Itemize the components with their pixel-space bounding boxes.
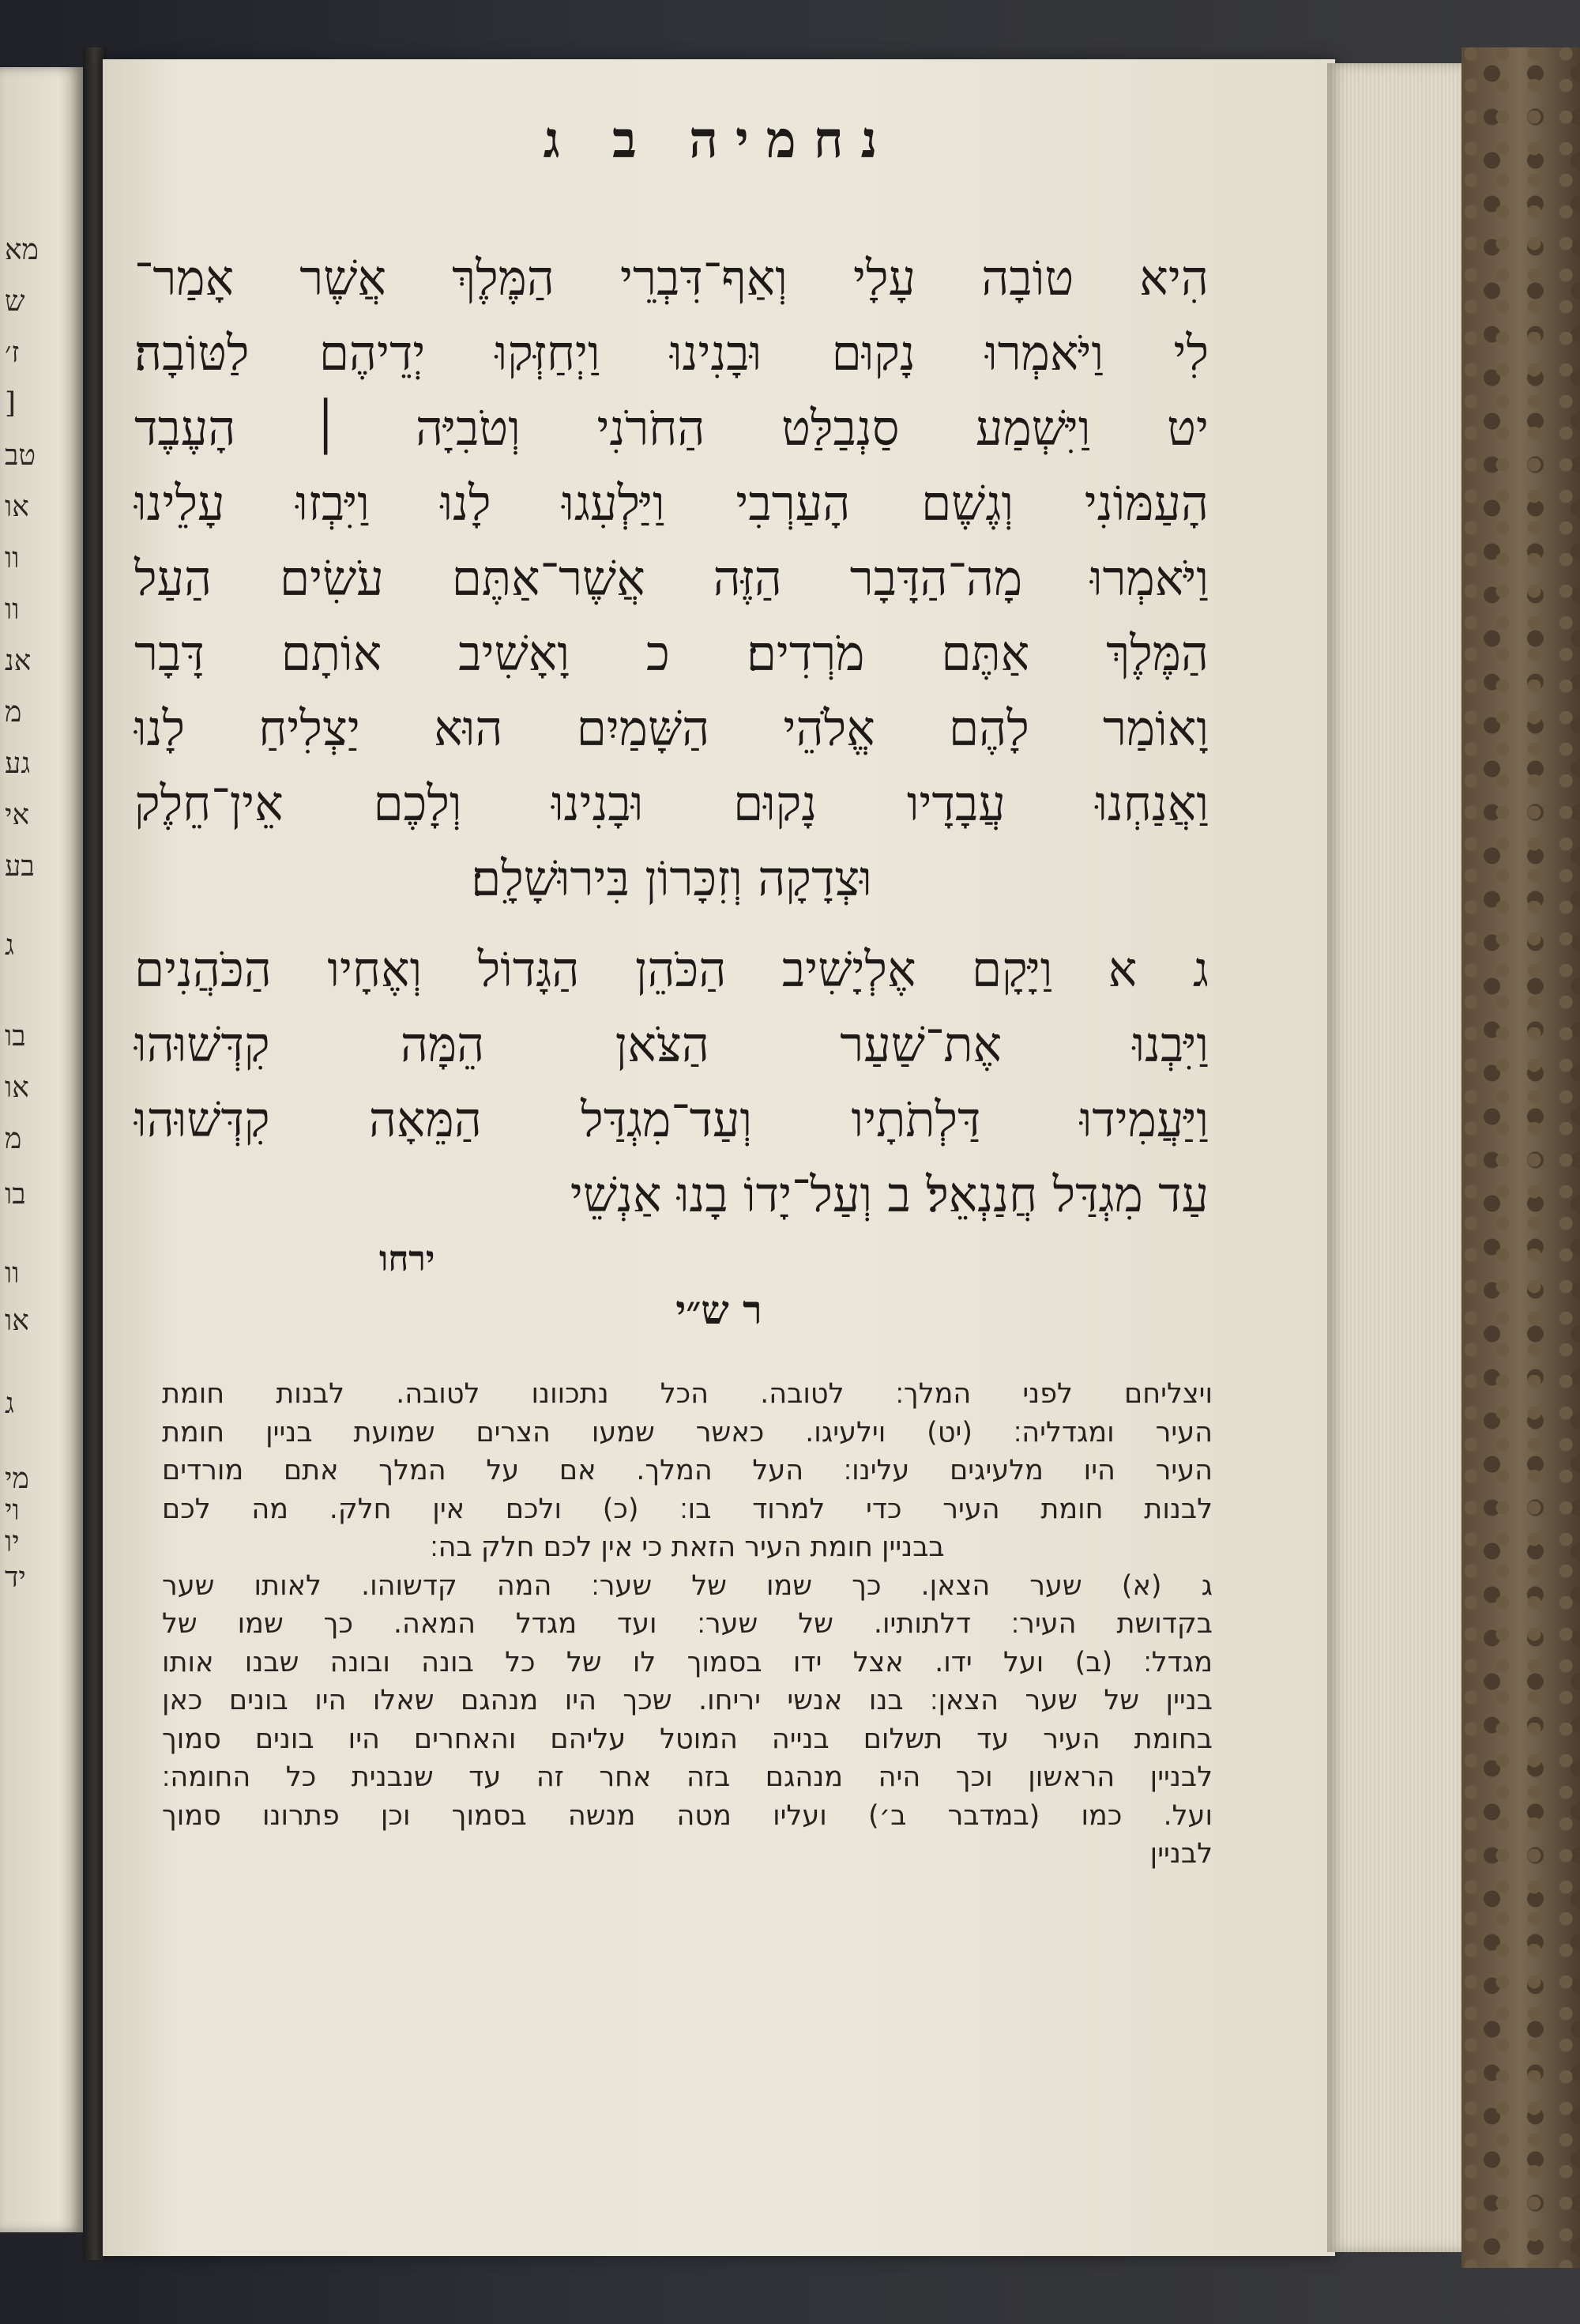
commentary-line: לבניין הראשון וכך היה מנהגם בזה אחר זה עד שנבנית כל החומה׃ [162, 1761, 1213, 1793]
left-page-fragment: ג [5, 1388, 14, 1420]
left-page-fragment: מ [5, 696, 22, 729]
left-page-fragment: מי [5, 1463, 29, 1495]
commentary-title: ר ש״י [675, 1286, 762, 1333]
left-page-fragment: בו [5, 1178, 26, 1211]
left-page-fragment: וו [5, 593, 20, 626]
biblical-text-block [134, 241, 1209, 1233]
verse-line: ג א וַיָּקָם אֶלְיָשִׁיב הַכֹּהֵן הַגָּדוֹל וְאֶחָיו הַכֹּהֲנִים [134, 942, 1209, 998]
verse-line: עַד מִגְדַּל חֲנַנְאֵל׃ ב וְעַל־יָדוֹ בָנוּ אַנְשֵׁי [570, 1167, 1209, 1223]
rashi-commentary-block [162, 1375, 1213, 1874]
commentary-line: העיר היו מלעיגים עלינו׃ העל המלך. אם על המלך אתם מורדים [162, 1455, 1213, 1486]
commentary-line: העיר ומגדליה׃ (יט) וילעיגו. כאשר שמעו הצרים שמועת בניין חומת [162, 1416, 1213, 1448]
left-page-fragment: יד [5, 1561, 26, 1594]
left-page-fragment: מא [5, 234, 39, 266]
left-page-fragment: או [5, 1305, 29, 1337]
left-page-fragment: אנ [5, 645, 32, 677]
verse-line: לִי וַיֹּאמְרוּ נָקוּם וּבָנִינוּ וַיְחַזְּקוּ יְדֵיהֶם לַטּוֹבָה׃ [134, 326, 1209, 382]
commentary-line: מגדל׃ (ב) ועל ידו. אצל ידו בסמוך לו של כל בונה ובונה שבנו אותו [162, 1646, 1213, 1678]
commentary-line: בניין של שער הצאן׃ בנו אנשי יריחו. שכך היו מנהגם שאלו היו בונים כאן [162, 1685, 1213, 1716]
left-page-fragment: וי [5, 1494, 20, 1527]
commentary-line: לבניין [1149, 1838, 1213, 1870]
left-page-fragment: או [5, 491, 29, 523]
verse-line: הַמֶּלֶךְ אַתֶּם מֹרְדִים׃ כ וָאָשִׁיב אוֹתָם דָּבָר [134, 626, 1209, 682]
commentary-line: ועל. כמו (במדבר ב׳) ועליו מטה מנשה בסמוך וכן פתרונו סמוך [162, 1799, 1213, 1832]
commentary-line: בקדושת העיר׃ דלתותיו. של שער׃ ועד מגדל המאה. כך שמו של [162, 1608, 1213, 1640]
left-page-fragment: מ [5, 1123, 22, 1155]
page-edges [1327, 63, 1462, 2252]
left-page-fragment: גע [5, 748, 31, 780]
left-page-fragment: וו [5, 542, 20, 574]
verse-line: וַאֲנַחְנוּ עֲבָדָיו נָקוּם וּבָנִינוּ וְלָכֶם אֵין־חֵלֶק [134, 776, 1209, 832]
left-page-fragment: יו [5, 1526, 20, 1558]
commentary-line: בחומת העיר עד תשלום בנייה המוטל עליהם והאחרים היו בונים סמוך [162, 1723, 1213, 1755]
running-header: נחמיה ב ג [543, 111, 895, 170]
catchword: ירחו [379, 1239, 435, 1279]
left-page-fragment: ש [5, 285, 25, 318]
left-page-fragment: אי [5, 799, 30, 831]
left-facing-page [0, 67, 83, 2232]
left-page-fragment: טב [5, 439, 36, 472]
verse-line: וָאוֹמַר לָהֶם אֱלֹהֵי הַשָּׁמַיִם הוּא יַצְלִיחַ לָנוּ [134, 701, 1209, 757]
left-page-fragment: ז׳ [5, 337, 20, 369]
left-page-fragment: ג [5, 929, 14, 962]
verse-line: וַיַּעֲמִידוּ דַּלְתֹתָיו וְעַד־מִגְדַּל הַמֵּאָה קִדְּשׁוּהוּ [134, 1092, 1209, 1148]
verse-line: וּצְדָקָה וְזִכָּרוֹן בִּירוּשָׁלָ͏ִם׃ [471, 851, 872, 907]
commentary-line: בבניין חומת העיר הזאת כי אין לכם חלק בה׃ [430, 1531, 945, 1563]
marbled-cover [1462, 47, 1580, 2268]
verse-line: יט וַיִּשְׁמַע סַנְבַלַּט הַחֹרֹנִי וְטֹבִיָּה ׀ הָעֶבֶד [134, 401, 1209, 457]
left-page-fragment: וו [5, 1257, 20, 1290]
verse-line: הָעַמּוֹנִי וְגֶשֶׁם הָעַרְבִי וַיַּלְעִגוּ לָנוּ וַיִּבְזוּ עָלֵינוּ [134, 476, 1209, 532]
left-page-fragment: או [5, 1072, 29, 1104]
commentary-line: ויצליחם לפני המלך׃ לטובה. הכל נתכוונו לטובה. לבנות חומת [162, 1378, 1213, 1410]
commentary-line: לבנות חומת העיר כדי למרוד בו׃ (כ) ולכם אין חלק. מה לכם [162, 1493, 1213, 1525]
verse-line: וַיִּבְנוּ אֶת־שַׁעַר הַצֹּאן הֵמָּה קִדְּשׁוּהוּ [134, 1017, 1209, 1073]
left-page-fragment: [ [5, 387, 17, 420]
left-page-fragment: בו [5, 1020, 26, 1053]
left-page-fragment: בע [5, 850, 35, 883]
verse-line: וַיֹּאמְרוּ מָה־הַדָּבָר הַזֶּה אֲשֶׁר־אַתֶּם עֹשִׂים הַעַל [134, 551, 1209, 607]
commentary-line: ג (א) שער הצאן. כך שמו של שער׃ המה קדשוהו. לאותו שער [162, 1569, 1213, 1602]
verse-line: הִיא טוֹבָה עָלָי וְאַף־דִּבְרֵי הַמֶּלֶךְ אֲשֶׁר אָמַר־ [134, 250, 1209, 307]
